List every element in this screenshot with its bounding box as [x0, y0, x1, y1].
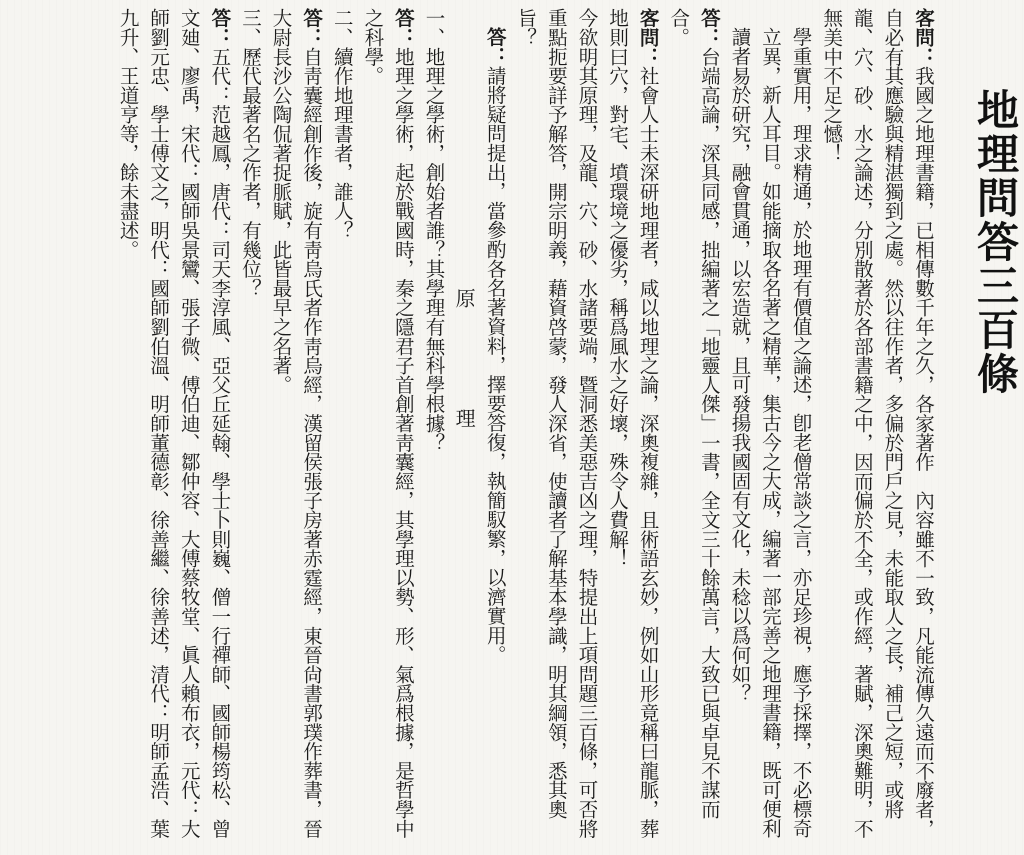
speaker-label: 答： — [483, 27, 507, 66]
question-text: 二、續作地理書者，誰人？ — [330, 8, 354, 240]
paragraph-text: 社會人士未深研地理者，咸以地理之論，深奧複雜，且術語玄妙，例如山形竟稱曰龍脈，葬地則曰穴，對宅、墳環境之優劣，稱爲風水之好壞，殊令人費解！ — [606, 8, 660, 838]
answer-label: 答： — [208, 8, 232, 47]
answer-text: 地理之學術，起於戰國時，秦之隱君子首創著靑囊經，其學理以勢、形、氣爲根據，是哲學中之科學。 — [361, 8, 415, 838]
body-text — [18, 8, 938, 844]
answer-label: 答： — [300, 8, 324, 47]
answer-text: 五代：范越鳳，唐代：司天李淳風、亞父丘延翰、學士卜則巍、僧一行禪師、國師楊筠松、曾文廸、廖禹，宋代：國師吳景鸞、張子微、傅伯迪、鄒仲容、大傅蔡牧堂、眞人賴布衣，元代：大師劉元忠、學士傅文之，明代：國師劉伯溫、明師董德彰、徐善繼、徐善述，清代：明師孟浩、葉九升、王道亨等，餘未盡述。 — [116, 8, 232, 838]
speaker-label: 答： — [697, 8, 721, 47]
answer-item — [112, 8, 234, 844]
preface-paragraph — [724, 8, 816, 844]
paragraph-text: 請將疑問提出，當參酌各名著資料，擇要答復，執簡馭繁，以濟實用。 — [483, 65, 507, 664]
preface-paragraph — [479, 8, 510, 844]
preface-paragraph — [510, 8, 602, 844]
preface-paragraph — [816, 8, 938, 844]
question-text: 一、地理之學術，創始者誰？其學理有無科學根據？ — [422, 8, 446, 452]
question-item — [234, 8, 265, 844]
paragraph-text: 今欲明其原理，及龍、穴、砂、水諸要端，暨洞悉美惡吉凶之理，特提出上項問題三百條，可否將重點扼要詳予解答，開宗明義，藉資啓蒙，發人深省，使讀者了解基本學識，明其綱領，悉其奧旨？ — [514, 8, 599, 838]
question-text: 三、歷代最著名之作者，有幾位？ — [238, 8, 262, 298]
preface-paragraph — [663, 8, 724, 844]
answer-item — [357, 8, 418, 844]
question-item — [326, 8, 357, 844]
preface-paragraph — [601, 8, 662, 844]
answer-text: 自靑囊經創作後，旋有靑烏氏者作靑烏經，漢留侯張子房著赤霆經，東晉尙書郭璞作葬書，晉大尉長沙公陶侃著捉脈賦，此皆最早之名著。 — [269, 8, 324, 838]
paragraph-text: 我國之地理書籍，已相傳數千年之久，各家著作 內容雖不一致，凡能流傳久遠而不廢者，自必有其應驗與精湛獨到之處。然以往作者，多偏於門戶之見，未能取人之長，補己之短，或將龍、穴、砂、水之論述，分別散著於各部書籍之中，因而偏於不全，或作經，著賦，深奧難明，不無美中不足之憾！ — [820, 8, 935, 838]
answer-item — [265, 8, 326, 844]
speaker-label: 客問： — [912, 8, 935, 66]
page-title: 地理問答三百條 — [971, 88, 1020, 396]
answer-label: 答： — [391, 8, 415, 47]
speaker-label: 客問： — [636, 8, 660, 66]
section-heading: 原 理 — [452, 288, 477, 468]
paragraph-text: 台端高論，深具同感，拙編著之「地靈人傑」一書，全文三十餘萬言，大致已與卓見不謀而合。 — [667, 8, 721, 819]
paragraph-text: 學重實用，理求精通，於地理有價值之論述，卽老僧常談之言，亦足珍視，應予採擇，不必標奇立異，新人耳目。如能摘取各名著之精華，集古今之大成，編著一部完善之地理書籍，既可便利讀者易於研究，融會貫通，以宏造就，且可發揚我國固有文化，未稔以爲何如？ — [728, 27, 813, 838]
question-item — [418, 8, 449, 844]
